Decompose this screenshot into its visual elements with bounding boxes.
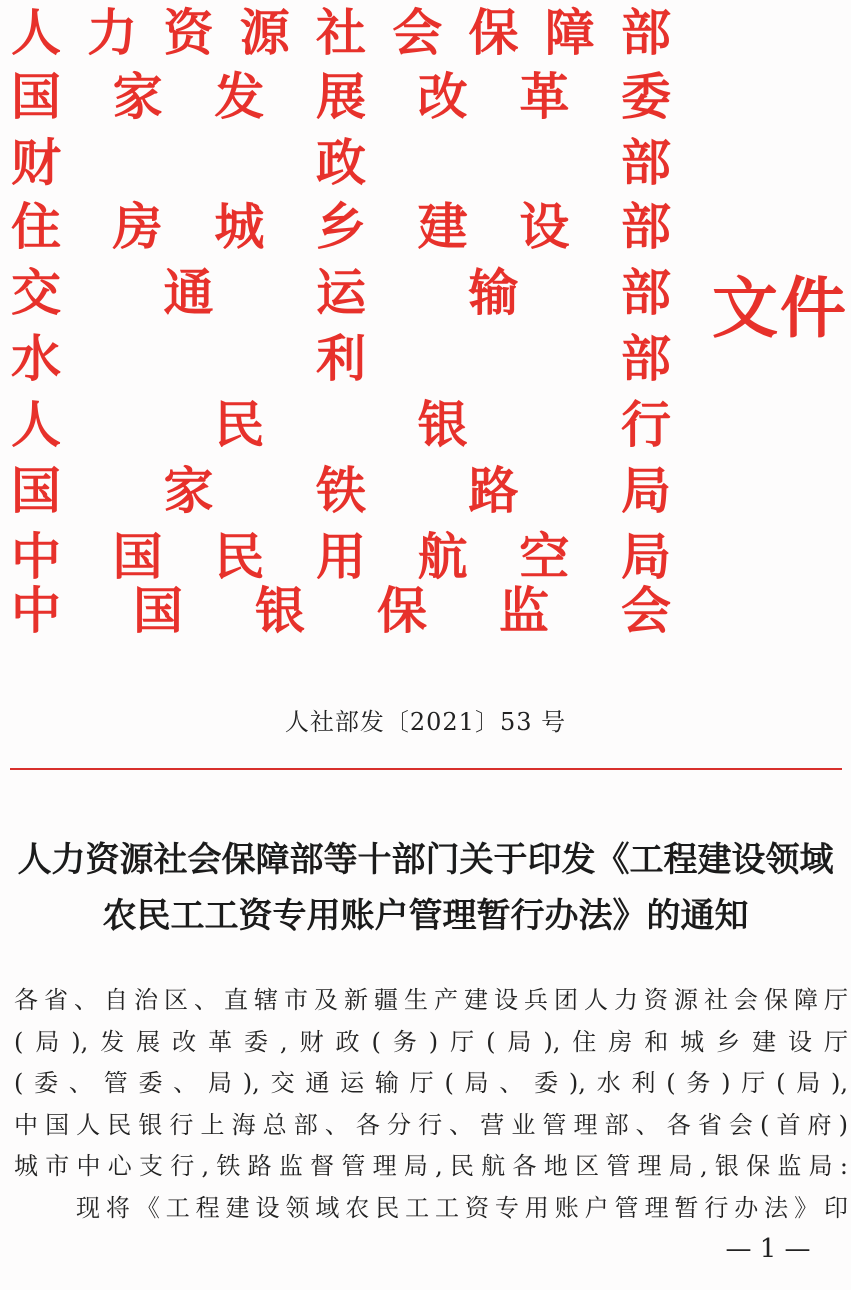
title-line-1: 人力资源社会保障部等十部门关于印发《工程建设领域 [17,840,834,880]
body-line-2: (局),发展改革委,财政(务)厅(局),住房和城乡建设厅 [14,1027,848,1056]
agency-name-char: 部 [621,3,671,62]
agency-name-row [11,3,684,62]
agency-name-char: 水 [11,329,61,388]
agency-name-row [11,197,684,256]
agency-name-char: 利 [316,329,366,388]
body-text [14,980,848,1229]
agency-name-char: 铁 [316,461,366,520]
agency-name-char: 局 [621,461,671,520]
agency-name-row [11,461,684,520]
agency-name-char: 建 [417,197,468,256]
agency-name-char: 发 [214,67,265,126]
agency-name-char: 民 [214,527,265,586]
agency-name-char: 部 [621,329,671,388]
agency-name-char: 中 [11,527,61,586]
agency-name-row [11,67,684,126]
issuing-agencies-header [11,3,714,646]
agency-name-char: 用 [316,527,366,586]
agency-name-char: 革 [519,67,570,126]
agency-name-char: 空 [519,527,570,586]
body-line-4: 中国人民银行上海总部、各分行、营业管理部、各省会(首府) [14,1110,848,1139]
agency-name-char: 房 [112,197,163,256]
agency-name-row [11,133,684,192]
agency-name-char: 会 [621,581,671,640]
agency-name-char: 局 [621,527,671,586]
agency-name-char: 住 [11,197,61,256]
body-line-6: 现将《工程建设领域农民工工资专用账户管理暂行办法》印 [76,1193,848,1222]
agency-name-char: 部 [621,263,671,322]
agency-name-char: 社 [316,3,366,62]
agency-name-char: 障 [544,3,595,62]
agency-name-char: 运 [316,263,366,322]
body-line-5: 城市中心支行,铁路监督管理局,民航各地区管理局,银保监局: [14,1152,848,1180]
agency-name-char: 行 [621,395,671,454]
title-line-2: 农民工工资专用账户管理暂行办法》的通知 [102,896,749,936]
agency-name-char: 人 [11,3,61,62]
agency-name-char: 乡 [316,197,366,256]
agency-name-char: 会 [392,3,443,62]
agency-name-char: 改 [417,67,468,126]
agency-name-char: 财 [11,133,61,192]
agency-name-char: 航 [417,527,468,586]
document-title [0,832,851,944]
agency-name-row [11,395,684,454]
agency-name-row [11,581,684,640]
agency-name-char: 国 [133,581,183,640]
red-separator-line [10,768,842,770]
agency-name-char: 路 [468,461,519,520]
document-suffix: 文件 [712,269,848,347]
agency-name-char: 源 [239,3,290,62]
body-line-1: 各省、自治区、直辖市及新疆生产建设兵团人力资源社会保障厅 [14,986,848,1014]
agency-name-char: 国 [11,67,61,126]
agency-name-char: 部 [621,133,671,192]
agency-name-char: 银 [417,395,468,454]
agency-name-row [11,527,684,586]
agency-name-char: 政 [316,133,366,192]
agency-name-char: 中 [11,581,61,640]
agency-name-char: 人 [11,395,61,454]
agency-name-char: 部 [621,197,671,256]
agency-name-char: 民 [214,395,265,454]
agency-name-char: 家 [112,67,163,126]
agency-name-char: 设 [519,197,570,256]
agency-name-char: 国 [112,527,163,586]
agency-name-char: 国 [11,461,61,520]
agency-name-char: 通 [163,263,214,322]
document-number: 人社部发〔2021〕53 号 [284,708,567,736]
agency-name-char: 保 [468,3,519,62]
agency-name-char: 展 [316,67,366,126]
agency-name-char: 银 [255,581,305,640]
agency-name-char: 委 [621,67,671,126]
agency-name-char: 输 [468,263,519,322]
agency-name-char: 家 [163,461,214,520]
agency-name-row [11,263,684,322]
agency-name-char: 城 [214,197,265,256]
agency-name-char: 交 [11,263,61,322]
body-line-3: (委、管委、局),交通运输厅(局、委),水利(务)厅(局), [14,1069,848,1097]
agency-name-char: 力 [87,3,138,62]
agency-name-char: 资 [163,3,214,62]
agency-name-char: 监 [499,581,549,640]
agency-name-char: 保 [377,581,427,640]
page-number: — 1 — [725,1234,811,1264]
agency-name-row [11,329,684,388]
